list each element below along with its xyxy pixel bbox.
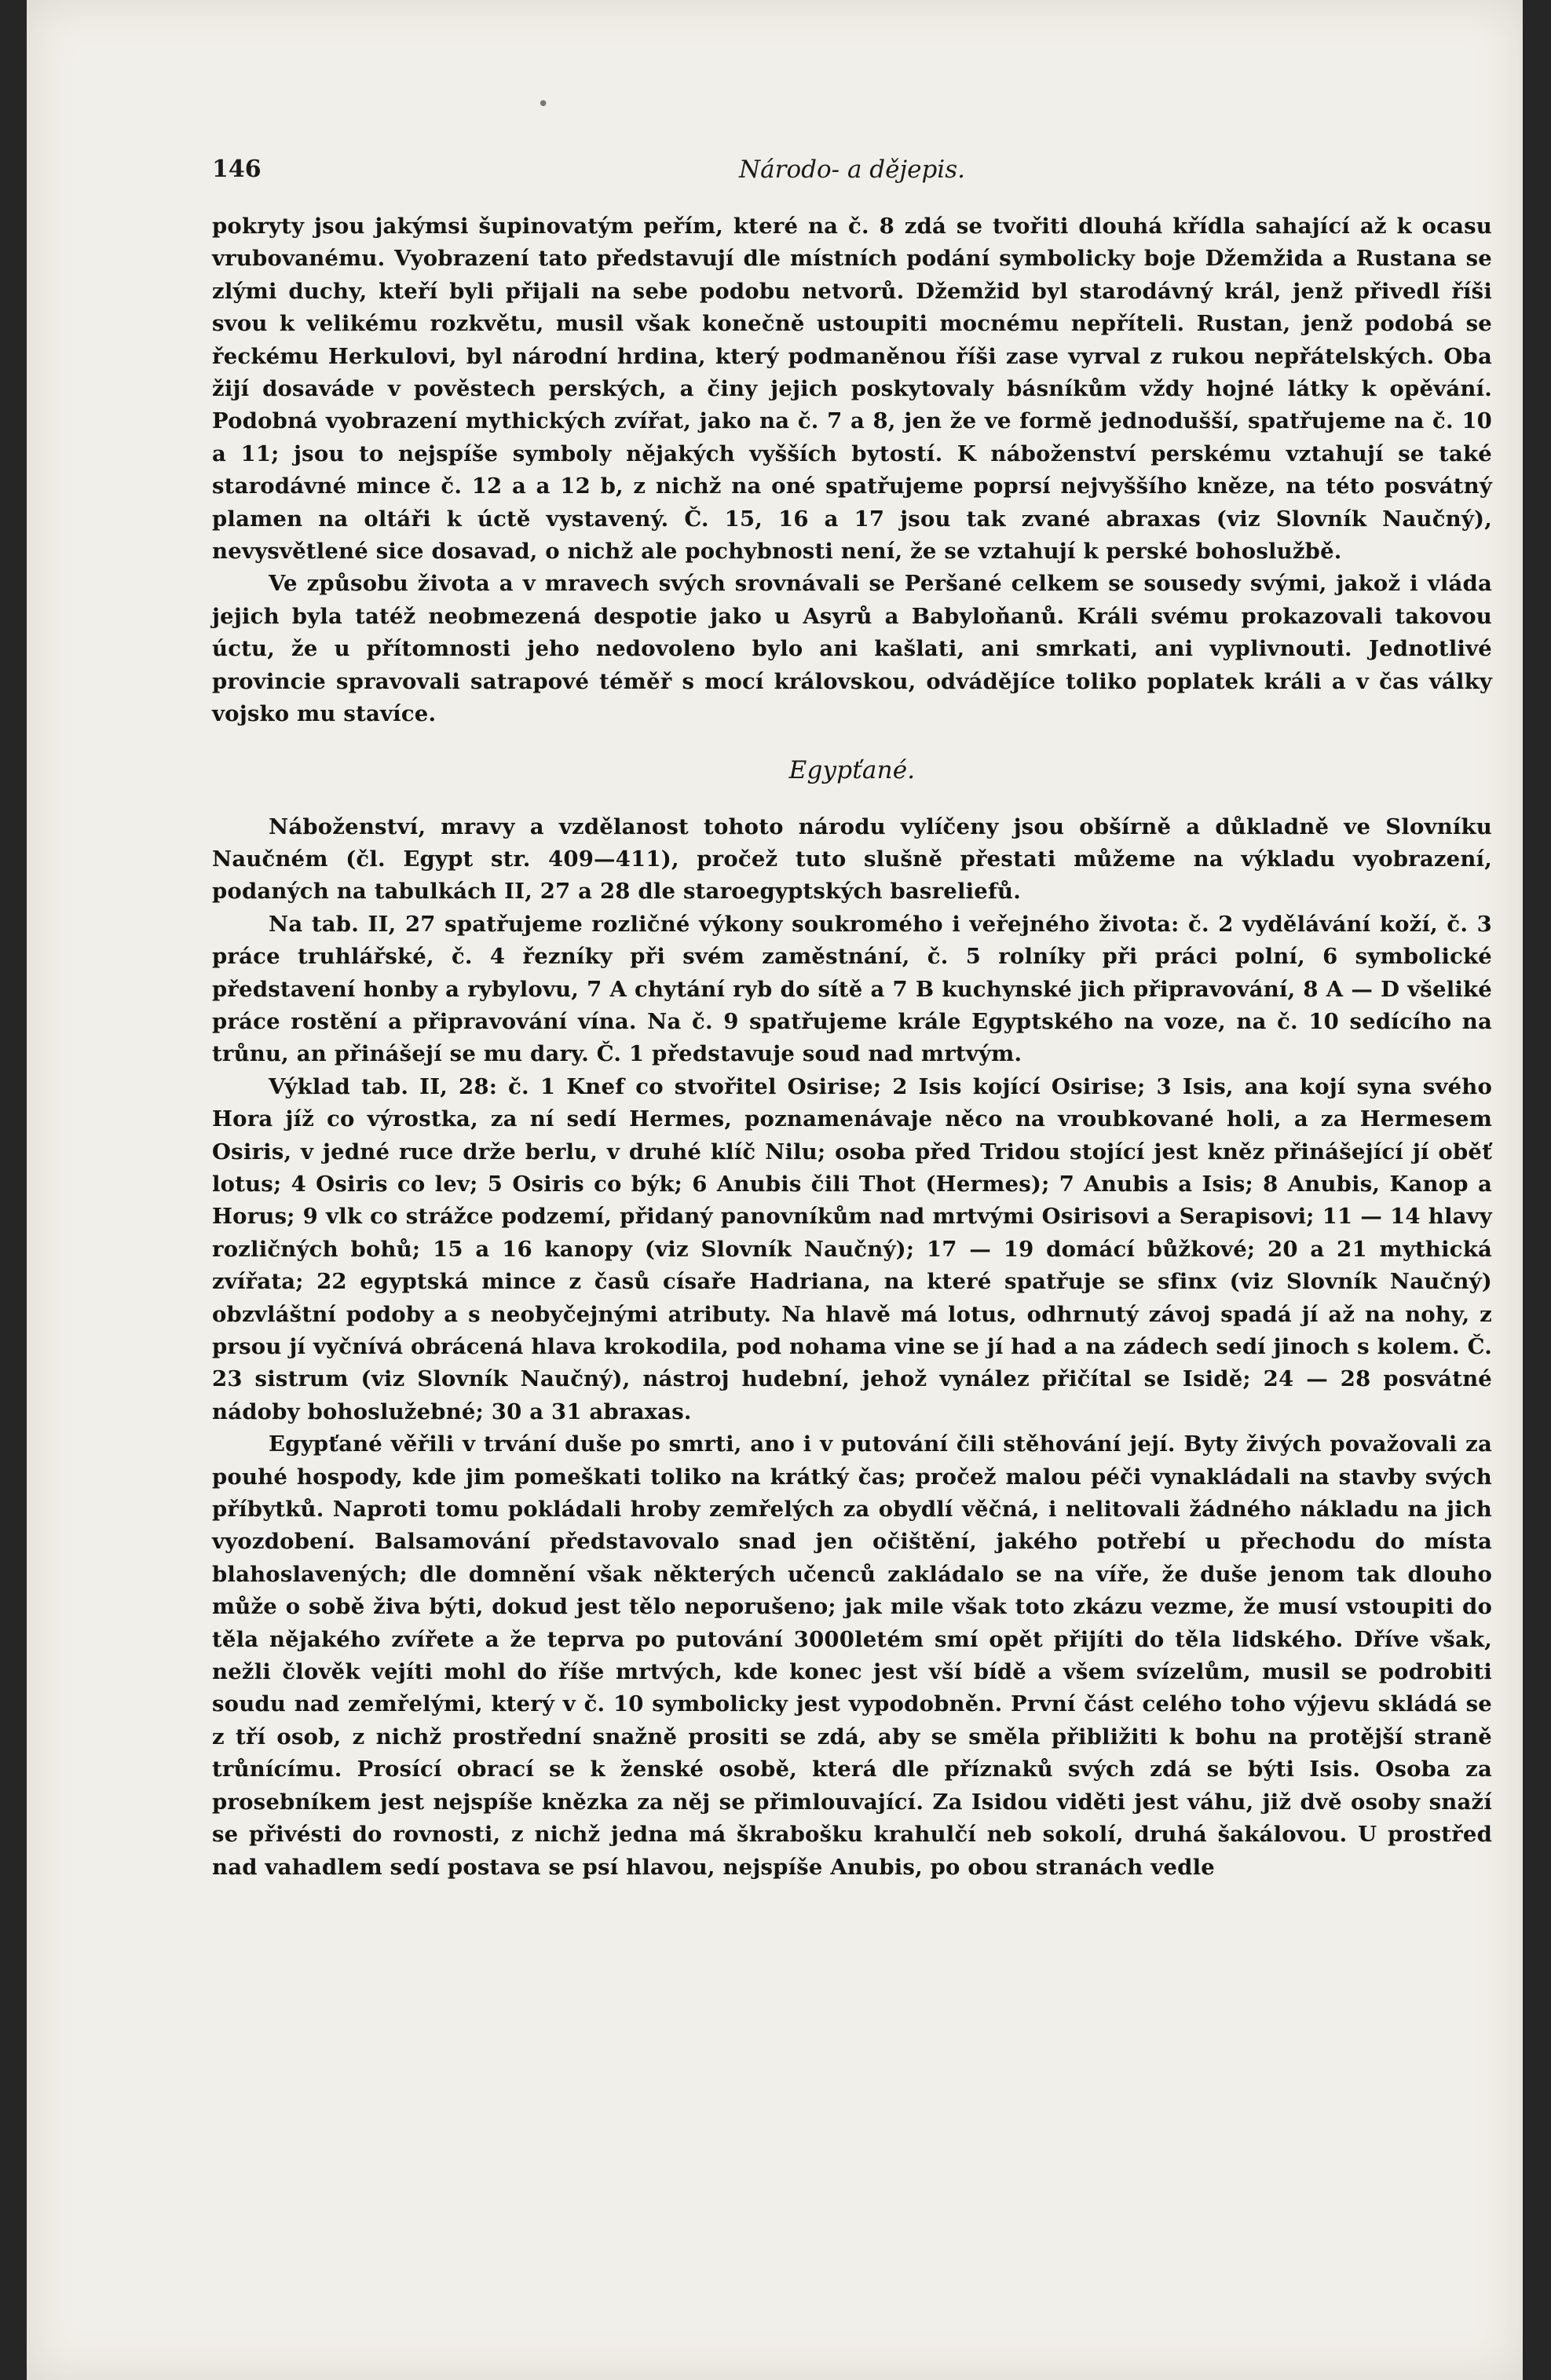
paragraph-3: Náboženství, mravy a vzdělanost tohoto národu vylíčeny jsou obšírně a důkladně ve Slovníku Naučném (čl. Egypt str. 409—411), pročež tuto slušně přestati můžeme na výkladu vyobrazení, podaných na tabulkách II, 27 a 28 dle staroegyptských basreliefů.: [212, 813, 1492, 905]
paragraph-2: Ve způsobu života a v mravech svých srovnávali se Peršané celkem se sousedy svými, jakož i vláda jejich byla tatéž neobmezená despotie jako u Asyrů a Babyloňanů. Králi svému prokazovali takovou úctu, že u přítomnosti jeho nedovoleno bylo ani kašlati, ani smrkati, ani vyplivnouti. Jednotlivé provincie spravovali satrapové téměř s mocí královskou, odvádějíce toliko poplatek králi a v čas války vojsko mu stavíce.: [212, 571, 1492, 727]
book-page: [27, 0, 1523, 2380]
page-header: [212, 155, 1492, 187]
running-head: Národo- a dějepis.: [739, 155, 965, 184]
ink-speck: •: [537, 93, 550, 116]
paragraph-5: Výklad tab. II, 28: č. 1 Knef co stvořitel Osirise; 2 Isis kojící Osirise; 3 Isis, ana kojí syna svého Hora jíž co výrostka, za ní sedí Hermes, poznamenávaje něco na vroubkované holi, a za Hermesem Osiris, v jedné ruce drže berlu, v druhé klíč Nilu; osoba před Tridou stojící jest kněz přinášející jí oběť lotus; 4 Osiris co lev; 5 Osiris co býk; 6 Anubis čili Thot (Hermes); 7 Anubis a Isis; 8 Anubis, Kanop a Horus; 9 vlk co strážce podzemí, přidaný panovníkům nad mrtvými Osirisovi a Serapisovi; 11 — 14 hlavy rozličných bohů; 15 a 16 kanopy (viz Slovník Naučný); 17 — 19 domácí bůžkové; 20 a 21 mythická zvířata; 22 egyptská mince z časů císaře Hadriana, na které spatřuje se sfinx (viz Slovník Naučný) obzvláštní podoby a s neobyčejnými atributy. Na hlavě má lotus, odhrnutý závoj spadá jí až na nohy, z prsou jí vyčnívá obrácená hlava krokodila, pod nohama vine se jí had a na zádech sedí jinoch s kolem. Č. 23 sistrum (viz Slovník Naučný), nástroj hudební, jehož vynález přičítal se Isidě; 24 — 28 posvátné nádoby bohoslužebné; 30 a 31 abraxas.: [212, 1073, 1492, 1424]
body-text: [212, 210, 1492, 1884]
paragraph-1: pokryty jsou jakýmsi šupinovatým peřím, které na č. 8 zdá se tvořiti dlouhá křídla sahající až k ocasu vrubovanému. Vyobrazení tato představují dle místních podání symbolicky boje Džemžida a Rustana se zlými duchy, kteří byli přijali na sebe podobu netvorů. Džemžid byl starodávný král, jenž přivedl říši svou k velikému rozkvětu, musil však konečně ustoupiti mocnému nepříteli. Rustan, jenž podobá se řeckému Herkulovi, byl národní hrdina, který podmaněnou říši zase vyrval z rukou nepřátelských. Oba žijí dosavádе v pověstech perských, a činy jejich poskytovaly básníkům vždy hojné látky k opěvání. Podobná vyobrazení mythických zvířat, jako na č. 7 a 8, jen že ve formě jednodušší, spatřujeme na č. 10 a 11; jsou to nejspíše symboly nějakých vyšších bytostí. K náboženství perskému vztahují se také starodávné mince č. 12 a a 12 b, z nichž na oné spatřujeme poprsí nejvyššího kněze, na této posvátný plamen na oltáři k úctě vystavený. Č. 15, 16 a 17 jsou tak zvané abraxas (viz Slovník Naučný), nevysvětlené sice dosavad, o nichž ale pochybnosti není, že se vztahují k perské bohoslužbě.: [212, 214, 1492, 565]
section-title: Egypťané.: [788, 755, 916, 784]
paragraph-6: Egypťané věřili v trvání duše po smrti, ano i v putování čili stěhování její. Byty živých považovali za pouhé hospody, kde jim pomeškati toliko na krátký čas; pročež malou péči vynakládali na stavby svých příbytků. Naproti tomu pokládali hroby zemřelých za obydlí věčná, i nelitovali žádného nákladu na jich vyozdobení. Balsamování představovalo snad jen očištění, jakého potřebí u přechodu do místa blahoslavených; dle domnění však některých učenců zakládalo se na víře, že duše jenom tak dlouho může o sobě živa býti, dokud jest tělo neporušeno; jak mile však toto zkázu vezme, že musí vstoupiti do těla nějakého zvířete a že teprva po putování 3000letém smí opět přijíti do těla lidského. Dříve však, nežli člověk vejíti mohl do říše mrtvých, kde konec jest vší bídě a všem svízelům, musil se podrobiti soudu nad zemřelými, který v č. 10 symbolicky jest vypodobněn. První část celého toho výjevu skládá se z tří osob, z nichž prostřední snažně prositi se zdá, aby se směla přibližiti k bohu na protější straně trůnícímu. Prosící obrací se k ženské osobě, která dle příznaků svých zdá se býti Isis. Osoba za prosebníkem jest nejspíše knězka za něj se přimlouvající. Za Isidou viděti jest váhu, již dvě osoby snaží se přivésti do rovnosti, z nichž jedna má škrabošku krahulčí neb sokolí, druhá šakálovou. U prostřed nad vahadlem sedí postava se psí hlavou, nejspíše Anubis, po obou stranách vedle: [212, 1431, 1492, 1880]
paragraph-4: Na tab. II, 27 spatřujeme rozličné výkony soukromého i veřejného života: č. 2 vydělávání koží, č. 3 práce truhlářské, č. 4 řezníky při svém zaměstnání, č. 5 rolníky při práci polní, 6 symbolické představení honby a rybylovu, 7 A chytání ryb do sítě a 7 B kuchynské jich připravování, 8 A — D všeliké práce rostění a připravování vína. Na č. 9 spatřujeme krále Egyptského na voze, na č. 10 sedícího na trůnu, an přinášejí se mu dary. Č. 1 představuje soud nad mrtvým.: [212, 911, 1492, 1067]
page-number: 146: [212, 155, 262, 183]
